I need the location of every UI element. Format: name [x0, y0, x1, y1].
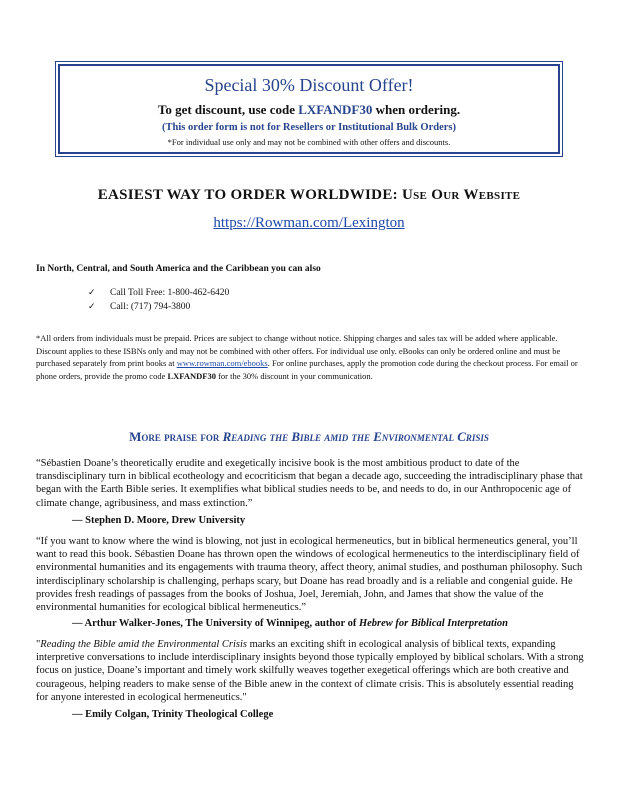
phone-list — [88, 286, 229, 314]
ebooks-link[interactable]: www.rowman.com/ebooks — [176, 358, 268, 368]
order-heading-prefix: EASIEST WAY TO ORDER WORLDWIDE: — [97, 187, 402, 203]
attribution-colgan: — Emily Colgan, Trinity Theological College — [72, 709, 274, 720]
attribution-text: — Arthur Walker-Jones, The University of Winnipeg, author of — [72, 618, 359, 629]
attribution-moore: — Stephen D. Moore, Drew University — [72, 515, 246, 526]
offer-title: Special 30% Discount Offer! — [204, 75, 414, 95]
praise-heading — [0, 429, 618, 445]
offer-code-suffix: when ordering. — [372, 102, 461, 117]
fine-print-text: for the 30% discount in your communication. — [215, 370, 373, 381]
offer-code-line — [60, 102, 558, 118]
promo-code: LXFANDF30 — [167, 370, 216, 381]
discount-offer-box — [58, 64, 560, 154]
fine-print-text: . For online purchases, apply the promotion code during the checkout process. For email or phone orders, provide the promo code — [36, 358, 578, 381]
list-item — [88, 300, 229, 314]
praise-heading-prefix: More praise for — [129, 429, 223, 444]
website-link[interactable]: https://Rowman.com/Lexington — [213, 215, 405, 231]
offer-fine-print: *For individual use only and may not be combined with other offers and discounts. — [167, 137, 451, 147]
quote-text: marks an exciting shift in ecological analysis of biblical texts, expanding interpretive conversations to include interdisciplinary insights beyond those typically employed by biblical scholars. With a strong focus on justice, Doane’s important and timely work skilfully weaves together exegetical offerings which are both creative and courageous, helping readers to make sense of the Bible anew in the context of climate crisis. This is absolutely essential reading for anyone interested in ecological hermeneutics." — [36, 639, 584, 703]
direct-phone: Call: (717) 794-3800 — [110, 302, 191, 312]
attribution-walker-jones — [72, 617, 508, 630]
order-heading — [0, 186, 618, 204]
order-fine-print — [36, 332, 586, 382]
checkmark-icon: ✓ — [88, 288, 96, 298]
fine-print-text: *All orders from individuals must be prepaid. Prices are subject to change without notice. Shipping charges and sales tax will be added where applicable. Discount applies to these ISBNs only and may not be combined with other offers. For individual use only. eBooks can only be ordered online and must be purchased separately from print books at — [36, 333, 561, 368]
promo-code: LXFANDF30 — [298, 102, 373, 117]
attribution-book-title: Hebrew for Biblical Interpretation — [358, 618, 508, 629]
toll-free-phone: Call Toll Free: 1-800-462-6420 — [110, 288, 230, 298]
checkmark-icon: ✓ — [88, 302, 96, 312]
quote-walker-jones: “If you want to know where the wind is blowing, not just in ecological hermeneutics, but in biblical hermeneutics general, you’ll want to read this book. Sébastien Doane has thrown open the windows of ecological hermeneutics to the interdisciplinary field of environmental humanities and its engagements with trauma theory, affect theory, animal studies, and posthuman philosophy. Such interdisciplinary scholarship is challenging, perhaps scary, but Doane has read broadly and is a reliable and congenial guide. He provides fresh readings of passages from the books of Joshua, Joel, Jeremiah, John, and James that show the value of the environmental humanities for ecological biblical hermeneutics.” — [36, 536, 583, 614]
quote-moore: “Sébastien Doane’s theoretically erudite and exegetically incisive book is the most ambitious product to date of the transdisciplinary turn in biblical ecotheology and ecocriticism that began a decade ago, succeeding the intradisciplinary phase that began with the Earth Bible series. It exemplifies what biblical studies needs to be, and needs to do, in our Anthropocenic age of climate change, agribusiness, and mass extinction.” — [36, 458, 583, 509]
order-heading-site: Use Our Website — [401, 187, 521, 203]
list-item — [88, 286, 229, 300]
americas-note: In North, Central, and South America and the Caribbean you can also — [36, 264, 321, 274]
offer-code-prefix: To get discount, use code — [157, 102, 299, 117]
offer-note: (This order form is not for Resellers or Institutional Bulk Orders) — [162, 122, 456, 133]
quote-book-title: Reading the Bible amid the Environmental Crisis — [40, 639, 247, 650]
quote-colgan: "Reading the Bible amid the Environmental Crisis marks an exciting shift in ecological analysis of biblical texts, expanding interpretive conversations to include interdisciplinary insights beyond those typically employed by biblical scholars. With a strong focus on justice, Doane’s important and timely work skilfully weaves together exegetical offerings which are both creative and courageous, helping readers to make sense of the Bible anew in the context of climate crisis. This is absolutely essential reading for anyone interested in ecological hermeneutics." — [36, 639, 584, 703]
book-title: Reading the Bible amid the Environmental Crisis — [222, 429, 489, 444]
